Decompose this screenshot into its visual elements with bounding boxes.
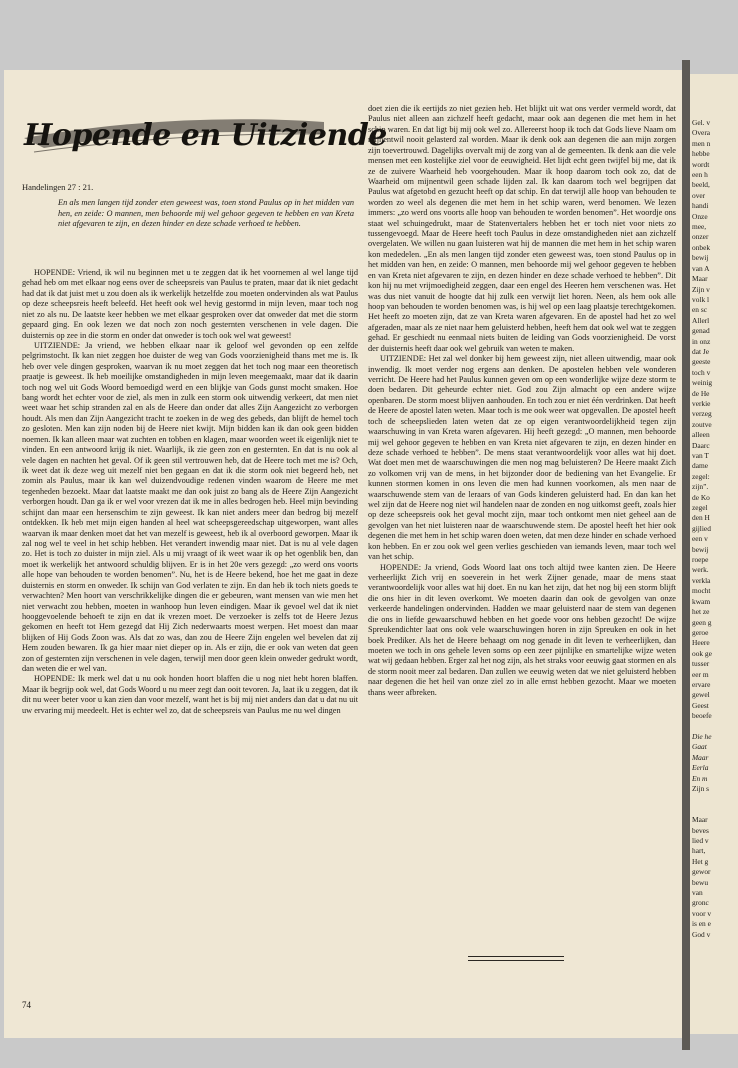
article-title: Hopende en Uitziende: [24, 118, 387, 153]
facing-page-line: is en e: [692, 919, 711, 929]
paragraph: HOPENDE: Ik merk wel dat u nu ook honden hoort blaffen die u nog niet hebt horen blaffen. Maar ik begrijp ook wel, dat Gods Woord u nu meer zegt dan ooit tevoren. Ja, laat ik u zeggen, dat ik dit nu weer beter voor u kan zien dan voor mezelf, want het is bij mij niet anders dan dat u dat nu uit uw ervaring mij meedeelt. Het is echter wel zo, dat de scheepsreis van Paulus me nu wel dingen: [22, 674, 358, 715]
facing-page-line: roepe: [692, 555, 709, 565]
facing-page-line: gronc: [692, 898, 709, 908]
paragraph: HOPENDE: Vriend, ik wil nu beginnen met u te zeggen dat ik het voornemen al wel lange tijd gehad heb om met elkaar nog eens over de scheepsreis van Paulus te praten, maar dat ik niet gedacht had dat ik dat juist met u zou doen als ik werkelijk hetzelfde zou moeten ondervinden als wat Paulus op deze scheepsreis heeft beleefd. Het heeft ook wel hevig gestormd in mijn leven, maar toch nog niet zo als nu. De laatste keer hebben we met elkaar gesproken over dat onweder dat met die storm gepaard ging. En ook lezen we dat noch zon noch gesternten verschenen in vele dagen. Die duisternis op zee in die storm en onder dat onweder is toch ook wel wat geweest!: [22, 268, 358, 340]
facing-page-line: [692, 794, 738, 804]
right-column: [368, 104, 676, 698]
facing-page-line: geeste: [692, 357, 711, 367]
facing-page-line: verkie: [692, 398, 711, 408]
facing-page-line: ook ge: [692, 648, 712, 658]
facing-page-line: Onze: [692, 211, 708, 221]
facing-page-line: bewij: [692, 253, 709, 263]
facing-page-line: de He: [692, 388, 710, 398]
facing-page-line: dame: [692, 461, 709, 471]
facing-page-line: zoutve: [692, 419, 712, 429]
facing-page-line: handi: [692, 201, 709, 211]
facing-page-line: beves: [692, 825, 709, 835]
facing-page-line: mocht: [692, 586, 711, 596]
facing-page-edge: [690, 74, 738, 1034]
facing-page-line: van A: [692, 263, 710, 273]
facing-page-line: hebbe: [692, 149, 710, 159]
facing-page-line: verkla: [692, 575, 711, 585]
facing-page-line: Die he: [692, 731, 712, 741]
facing-page-line: gewel: [692, 690, 710, 700]
facing-page-line: verzeg: [692, 409, 712, 419]
facing-page-line: eer m: [692, 669, 709, 679]
facing-page-line: mee,: [692, 222, 707, 232]
facing-page-line: Overa: [692, 128, 711, 138]
paragraph: HOPENDE: Ja vriend, Gods Woord laat ons toch altijd twee kanten zien. De Heere verheerlijkt Zich vrij en soeverein in het werk Zijner genade, maar de mens staat verantwoordelijk voor alles wat hij doet. En nu kan het zijn, dat het nog bij een storm blijft die ons hier in dit leven overkomt. We moeten daarin dan ook de gevolgen van onze verkeerde handelingen ondervinden. Hadden we maar geluisterd naar de stem van degenen die ons in liefde gewaarschuwd hebben en het goede voor ons hebben gezocht! De wijze Spreukendichter laat ons ook vele waarschuwingen horen in zijn Spreuken en ook in het boek Prediker. Als het de Heere behaagt om nog genade in dit leven te verheerlijken, dan moeten we toch in ons gehele leven soms op een zeer pijnlijke en smartelijke wijze weten wat wij gedaan hebben. Erger zal het nog zijn, als het straks voor eeuwig gaat stormen en als de storm nooit meer zal bedaren. Dan zullen we eeuwig weten dat we niet geluisterd hebben naar degenen die het heil van onze ziel zo in alle ernst hebben gezocht. Maar we moeten thans weer afbreken.: [368, 562, 676, 697]
facing-page-line: geroe: [692, 627, 709, 637]
facing-page-line: Heere: [692, 638, 710, 648]
facing-page-line: de Ko: [692, 492, 710, 502]
facing-page-line: bewij: [692, 544, 709, 554]
facing-page-line: gewor: [692, 867, 711, 877]
facing-page-line: men n: [692, 138, 711, 148]
facing-page-line: en sc: [692, 305, 707, 315]
facing-page-line: En m: [692, 773, 708, 783]
facing-page-line: volk l: [692, 294, 710, 304]
facing-page-line: voor v: [692, 908, 712, 918]
facing-page-line: dat Je: [692, 346, 710, 356]
facing-page-text: [690, 74, 738, 940]
facing-page-line: een h: [692, 170, 708, 180]
facing-page-line: Zijn s: [692, 784, 710, 793]
book-gutter: [682, 60, 690, 1050]
facing-page-line: werk.: [692, 565, 709, 575]
facing-page-line: lied v: [692, 836, 709, 846]
facing-page-line: zijn”.: [692, 482, 709, 492]
facing-page-line: over: [692, 190, 706, 200]
facing-page-line: zegel:: [692, 471, 710, 481]
facing-page-line: [692, 805, 738, 815]
facing-page-line: Daarc: [692, 440, 710, 450]
facing-page-line: in onz: [692, 336, 711, 346]
facing-page-line: bewu: [692, 877, 709, 887]
paragraph: UITZIENDE: Het zal wel donker bij hem geweest zijn, niet alleen uitwendig, maar ook inwendig. Ik moet verder nog ergens aan denken. De apostelen hebben vele wonderen verricht. De Heere had het Paulus kunnen geven om op een wonderlijke wijze deze storm te doen bedaren. Dit geheurde echter niet. God zou Zijn almacht op een andere wijze openbaren. De storm moest blijven aanhouden. En toch zou er niet één verdrinken. Dat heeft de Heere de apostel laten weten. Maar toch is me ook weer wat opgevallen. De apostel heeft toch de scheepslieden laten weten dat ze op eigen verantwoordelijkheid tegen zijn waarschuwing in van Kreta waren afgevaren. Hij heeft gezegd: „O mannen, men behoorde mij wel gehoor gegeven te hebben en van Kreta niet afgevaren te zijn, en dezen hinder en deze schade verhoed te hebben”. De mens staat verantwoordelijk voor alles wat hij doet. Wat doet men met de waarschuwingen die men nog mag beluisteren? De Heere maakt Zich zo volkomen vrij van de mens, in het bijzonder door de bediening van het Evangelie. Er kunnen stormen komen in ons leven die men had kunnen voorkomen, als men naar de waarschuwende stem van de leraars of van Gods kinderen geluisterd had. En dan kan het wel zijn dat de Heere nog niet wil handelen naar de zonden en nog uitkomst geeft, zoals hier op deze scheepsreis ook het geval mocht zijn, maar toch ontkomt men niet geheel aan de gevolgen van het niet luisteren naar de waarschuwende stem. De apostel heeft het hier ook degenen die met hem in het schip waren doen weten, dat men deze hinder en schade verhoed kon hebben. En er zou ook wel geen verlies geschieden van iemands leven, maar toch wel van het schip.: [368, 354, 677, 562]
facing-page-line: wordt: [692, 159, 710, 169]
facing-page-line: toch v: [692, 367, 711, 377]
facing-page-line: zegel: [692, 503, 708, 513]
facing-page-line: Maar: [692, 815, 708, 825]
facing-page-line: Maar: [692, 752, 709, 762]
facing-page-line: [692, 722, 738, 732]
facing-page-line: Zijn v: [692, 284, 710, 294]
left-column: [22, 268, 358, 716]
facing-page-line: onbek: [692, 242, 711, 252]
bible-reference: Handelingen 27 : 21.: [22, 182, 94, 192]
facing-page-line: Gaat: [692, 742, 707, 752]
facing-page-line: Geest: [692, 700, 709, 710]
facing-page-line: van: [692, 888, 703, 898]
end-rule: [468, 956, 564, 961]
facing-page-line: weinig: [692, 378, 713, 388]
facing-page-line: beeld,: [692, 180, 710, 190]
facing-page-line: alleen: [692, 430, 710, 440]
page-number: 74: [22, 1000, 31, 1010]
facing-page-line: kwam: [692, 596, 711, 606]
facing-page-line: van T: [692, 451, 709, 460]
facing-page-line: het ze: [692, 607, 710, 617]
facing-page-line: Allerl: [692, 315, 710, 325]
facing-page-line: gijlied: [692, 523, 711, 533]
facing-page-line: Gel. v: [692, 118, 711, 127]
facing-page-line: beoefe: [692, 711, 712, 721]
facing-page-line: ervare: [692, 679, 711, 689]
facing-page-line: een v: [692, 534, 708, 544]
facing-page-line: onzer: [692, 232, 709, 242]
paragraph: UITZIENDE: Ja vriend, we hebben elkaar naar ik geloof wel gevonden op een zelfde pelgrimstocht. Ik kan niet zeggen hoe duister de weg van Gods voorzienigheid thans met me is. Ik heb over vele dingen gesproken, waarvan ik nu moet zeggen dat het toch nog maar een theoretisch praatje is geweest. Ik heb moeilijke omstandigheden in mijn leven meegemaakt, maar dat ik daarin toch nog wel uit Gods Woord bemoedigd werd en een blijkje van Gods gunst mocht smaken. Hoe bang wordt het echter voor de ziel, als men in zulk een storm ook uitwendig verkeert, dat men niet weet waar het schip stranden zal en als de Heere dan onder dat alles Zijn Aangezicht zo verborgen houdt. Als men dan Zijn Aangezicht tracht te zoeken in de weg des gebeds, dan blijft de hemel toch zo gesloten. Men kan zijn noden bij de Heere niet kwijt. Mijn bidden kan ik dan ook geen bidden noemen. Ik kan alleen maar wat zuchten en tobben en klagen, maar woorden weet ik eigenlijk niet te vinden. En een antwoord krijg ik niet. Waarlijk, ik zie geen zon en gesternten. En dat is nu ook al vele dagen en nachten het geval. Of ik geen stil vertrouwen heb, dat de Heere toch met me is? Och, ik weet dat ik deze weg uit mezelf niet ben gegaan en dat ik die storm ook niet begeerd heb, net zomin als Paulus, maar ik kan wel duizendvoudige redenen vinden waarom de Heere me met tegenheden bezoekt. Maar dat laatste maakt me dan ook juist zo bang als de Heere Zijn Aangezicht verborgen houdt. Dan ga ik er wel voor vrezen dat ik me in alles bedrogen heb. Heel mijn bevinding schijnt dan maar een hersenschim te zijn geweest. Ik kan niet anders meer dan bedrog bij mezelf ontdekken. Ik heb met mijn eigen handen al heel wat scheepsgereedschap uitgeworpen, want alles waarvan ik maar denken moet dat het van mezelf is geweest, heb ik al overboord geworpen. Maar ik zal nog wel te veel in het schip hebben. Het verandert inwendig maar niet. Dat is nu al vele dagen zo. Het is toch zo duister in mijn ziel. Als u mij vraagt of ik weet waar ik op het ogenblik ben, dan moet ik werkelijk het antwoord schuldig blijven. Er is in het 20e vers gezegd: „zo werd ons voorts alle hope van behouden te worden benomen”. Nu, het is de Heere bekend, hoe het me gaat in deze duisternis en storm en onweder. Ik schijn van God verlaten te zijn. En dan heb ik toch niets goeds te verwachten? Men hoort van verschrikkelijke dingen die er gebeuren, want mensen van wie men het niet verwacht zou hebben, moeten in wanhoop hun leven eindigen. Maar ik gevoel wel dat ik niet hooggevoelende behoeft te zijn en dat ik vrezen moet. De verzoeker is zelfs tot de Heere Jezus gekomen en heeft tot Hem gezegd dat Hij Zich nederwaarts moest werpen. Het moest dan maar blijken of Hij Gods Zoon was. Als dat zo was, dan zou de Heere Zijn engelen wel bevelen dat zij Hem zouden bewaren. Ik ga hier maar niet dieper op in. Als er zijn, die er ook van weten dat geen zon of gesternten zijn verschenen in vele dagen, terwijl men door geen klein onweder gedrukt wordt, dan weten die er wel van.: [22, 340, 358, 674]
facing-page-line: Maar: [692, 274, 708, 284]
facing-page-line: geen g: [692, 617, 712, 627]
facing-page-line: God v: [692, 929, 711, 939]
scripture-quote: En als men langen tijd zonder eten geweest was, toen stond Paulus op in het midden van hen, en zeide: O mannen, men behoorde mij wel gehoor gegeven te hebben en van Kreta niet afgevaren te zijn, en dezen hinder en deze schade verhoed te hebben.: [58, 198, 354, 229]
facing-page-line: Het g: [692, 856, 709, 866]
facing-page-line: Eerla: [692, 763, 709, 773]
facing-page-line: genad: [692, 326, 710, 336]
paragraph: doet zien die ik eertijds zo niet gezien heb. Het blijkt uit wat ons verder vermeld wordt, dat Paulus niet alleen aan zichzelf heeft gedacht, maar ook aan degenen die met hem in het schip waren. En dat ligt bij mij ook wel zo. Allereerst hoop ik toch dat Gods lieve Naam om mijnentwil nooit gelasterd zal worden. Maar ik denk ook aan degenen die aan mijn zorgen zijn toevertrouwd. Dagelijks overvalt mij de zorg van al de gemeenten. Ik denk aan die vele mensen met een kostelijke ziel voor de eeuwigheid. Het lijdt echt geen twijfel bij me, dat ik ze de zuivere Waarheid heb voorgehouden. Maar ik hoop daarom toch ook zo, dat de Waarheid om mijnentwil geen schade lijden zal. Ik kan daarom toch wel begrijpen dat Paulus wat afgetobd en gezucht heeft op dat schip. En dat terwijl alle hoop van behouden te worden zo weel als degenen die met hem in het schip waren, werd benomen. We lezen immers: „zo werd ons voorts alle hoop van behouden te worden benomen”. Het woordje ons staat wel schuingedrukt, maar de Statenvertalers hebben het er toch niet voor niets zo tussengevoegd. Maar de Heere heeft toch Paulus in deze omstandigheden niet aan zichzelf overgelaten. We willen nu gaan luisteren wat hij de mannen die met hem in het schip waren kon mededelen. „En als men langen tijd zonder eten geweest was, toen stond Paulus op in het midden van hen, en zeide: O mannen, men behoorde mij wel gehoor gegeven te hebben en van Kreta niet afgevaren te zijn, en dezen hinder en deze schade verhoed te hebben”. Dit kon hij nu met vrijmoedigheid zeggen, daar een engel des Heeren hem verschenen was. Het was dus niet vanuit de hoogte dat hij zulk een verwijt liet horen. Neen, als hem ook alle hoop van behouden te worden benomen was, is hij wel op een laag plaatsje terechtgekomen. Het heeft zo moeten zijn, dat ze van Kreta waren afgevaren. En de apostel had het zo wel afgeraden, maar als ze niet naar hem geluisterd hebben, heeft hem dat ook wel wat te zeggen gehad. Er geschiedt nu eenmaal niets buiten de leiding van Gods voorzienigheid. De vorst der duisternis heeft daar ook wel gebruik van weten te maken.: [368, 104, 676, 353]
facing-page-line: hart,: [692, 846, 706, 856]
facing-page-line: den H: [692, 513, 710, 523]
facing-page-line: tusser: [692, 659, 710, 669]
